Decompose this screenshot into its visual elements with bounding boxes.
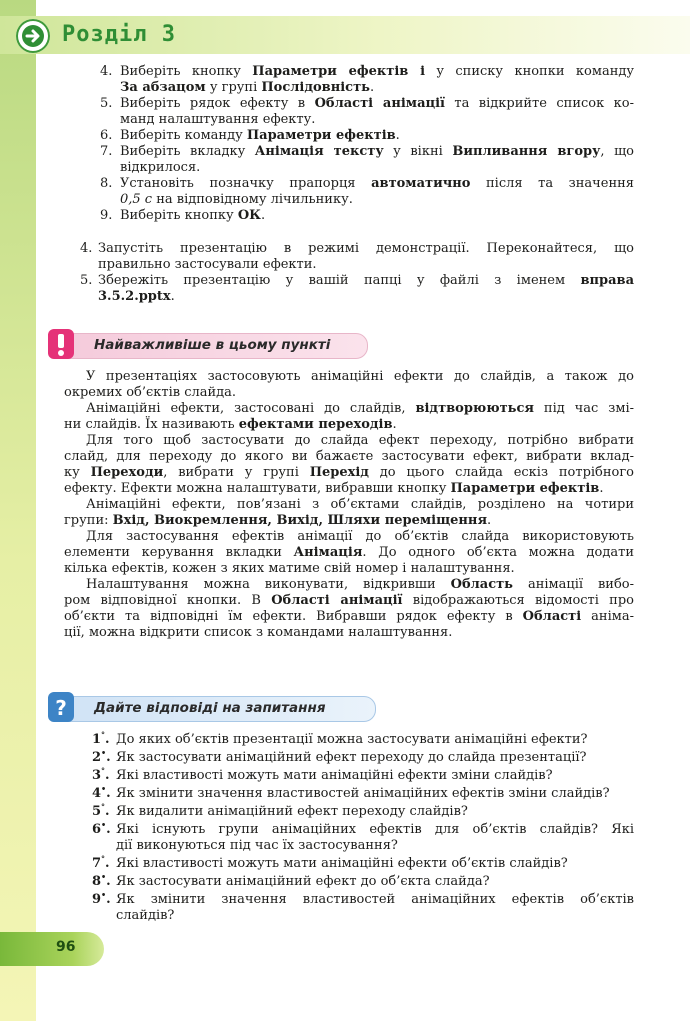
question-text-line: До яких об’єктів презентації можна застосувати анімаційні ефекти? bbox=[116, 732, 588, 747]
question-number: 8•. bbox=[92, 871, 111, 889]
step-text-line: правильно застосували ефекти. bbox=[98, 257, 317, 272]
summary-text-line: об’єкти та відповідні їм ефекти. Вибравши рядок ефекту в Області аніма- bbox=[64, 609, 634, 624]
page-number-tab bbox=[0, 932, 104, 966]
question-text-line: Як застосувати анімаційний ефект переходу до слайда презентації? bbox=[116, 750, 587, 765]
question-number: 5°. bbox=[92, 801, 110, 819]
question-number: 4•. bbox=[92, 783, 111, 801]
step-text-line: відкрилося. bbox=[120, 160, 201, 175]
page-number: 96 bbox=[56, 939, 76, 955]
svg-text:?: ? bbox=[55, 696, 67, 720]
summary-text-line: ції, можна відкрити список з командами налаштування. bbox=[64, 625, 453, 640]
question-text-line: Які властивості можуть мати анімаційні ефекти зміни слайдів? bbox=[116, 768, 553, 783]
step-number: 5. bbox=[100, 96, 113, 111]
step-number: 4. bbox=[100, 64, 113, 79]
step-text-line: 0,5 с на відповідному лічильнику. bbox=[120, 192, 353, 207]
question-text-line: Як видалити анімаційний ефект переходу слайдів? bbox=[116, 804, 468, 819]
summary-text-line: елементи керування вкладки Анімація. До одного об’єкта можна додати bbox=[64, 545, 634, 560]
step-text-line: За абзацом у групі Послідовність. bbox=[120, 80, 375, 95]
summary-text-line: Анімаційні ефекти, пов’язані з об’єктами слайдів, розділено на чотири bbox=[86, 497, 634, 512]
summary-text-line: Для того щоб застосувати до слайда ефект переходу, потрібно вибрати bbox=[86, 433, 634, 448]
summary-title: Найважливіше в цьому пункті bbox=[94, 337, 331, 353]
summary-text-line: ни слайдів. Їх називають ефектами переходів. bbox=[64, 417, 397, 432]
question-text-line: Як застосувати анімаційний ефект до об’єкта слайда? bbox=[116, 874, 490, 889]
step-number: 7. bbox=[100, 144, 113, 159]
step-text-line: 3.5.2.pptx. bbox=[98, 289, 175, 304]
question-text-line: Як змінити значення властивостей анімаційних ефектів зміни слайдів? bbox=[116, 786, 610, 801]
question-text-line: Як змінити значення властивостей анімаційних ефектів об’єктів bbox=[116, 892, 634, 907]
question-number: 3°. bbox=[92, 765, 110, 783]
summary-text-line: окремих об’єктів слайда. bbox=[64, 385, 237, 400]
exclamation-icon bbox=[48, 329, 74, 359]
step-text-line: Виберіть вкладку Анімація тексту у вікні Випливання вгору, що bbox=[120, 144, 634, 159]
summary-text-line: Налаштування можна виконувати, відкривши Область анімації вибо- bbox=[86, 577, 635, 592]
question-text-line: слайдів? bbox=[116, 908, 175, 923]
step-text-line: манд налаштування ефекту. bbox=[120, 112, 316, 127]
step-number: 9. bbox=[100, 208, 113, 223]
step-text-line: Збережіть презентацію у вашій папці у файлі з іменем вправа bbox=[98, 273, 634, 288]
questions-title: Дайте відповіді на запитання bbox=[94, 700, 326, 716]
step-number: 5. bbox=[80, 273, 93, 288]
step-text-line: Установіть позначку прапорця автоматично після та значення bbox=[120, 176, 634, 191]
question-text-line: Які існують групи анімаційних ефектів для об’єктів слайдів? Які bbox=[116, 822, 634, 837]
question-number: 7°. bbox=[92, 853, 110, 871]
chapter-title: Розділ 3 bbox=[62, 22, 176, 47]
step-text-line: Виберіть кнопку Параметри ефектів і у списку кнопки команду bbox=[120, 64, 635, 79]
left-decorative-strip bbox=[0, 0, 36, 1021]
summary-text-line: групи: Вхід, Виокремлення, Вихід, Шляхи переміщення. bbox=[64, 513, 492, 528]
step-text-line: Виберіть команду Параметри ефектів. bbox=[120, 128, 400, 143]
step-text-line: Виберіть рядок ефекту в Області анімації та відкрийте список ко- bbox=[120, 96, 635, 111]
question-number: 2•. bbox=[92, 747, 111, 765]
step-text-line: Виберіть кнопку ОК. bbox=[120, 208, 266, 223]
question-text-line: Які властивості можуть мати анімаційні ефекти об’єктів слайдів? bbox=[116, 856, 568, 871]
question-mark-icon bbox=[48, 692, 74, 722]
question-number: 9•. bbox=[92, 889, 111, 907]
summary-text-line: ром відповідної кнопки. В Області анімації відображаються відомості про bbox=[64, 593, 634, 608]
summary-text-line: слайд, для переходу до якого ви бажаєте застосувати ефект, вибрати вклад- bbox=[64, 449, 634, 464]
summary-text-line: ку Переходи, вибрати у групі Перехід до цього слайда ескіз потрібного bbox=[64, 465, 634, 480]
step-number: 4. bbox=[80, 241, 93, 256]
question-number: 6•. bbox=[92, 819, 111, 837]
question-number: 1°. bbox=[92, 729, 110, 747]
arrow-right-circle-icon bbox=[16, 19, 50, 53]
summary-text-line: Анімаційні ефекти, застосовані до слайдів, відтворюються під час змі- bbox=[86, 401, 634, 416]
step-text-line: Запустіть презентацію в режимі демонстрації. Переконайтеся, що bbox=[98, 241, 634, 256]
summary-text-line: кілька ефектів, кожен з яких матиме свій номер і налаштування. bbox=[64, 561, 515, 576]
step-number: 6. bbox=[100, 128, 113, 143]
summary-text-line: ефекту. Ефекти можна налаштувати, вибравши кнопку Параметри ефектів. bbox=[64, 481, 604, 496]
question-text-line: дії виконуються під час їх застосування? bbox=[116, 838, 398, 853]
summary-text-line: У презентаціях застосовують анімаційні ефекти до слайдів, а також до bbox=[86, 369, 634, 384]
step-number: 8. bbox=[100, 176, 113, 191]
summary-text-line: Для застосування ефектів анімації до об’єктів слайда використовують bbox=[86, 529, 634, 544]
